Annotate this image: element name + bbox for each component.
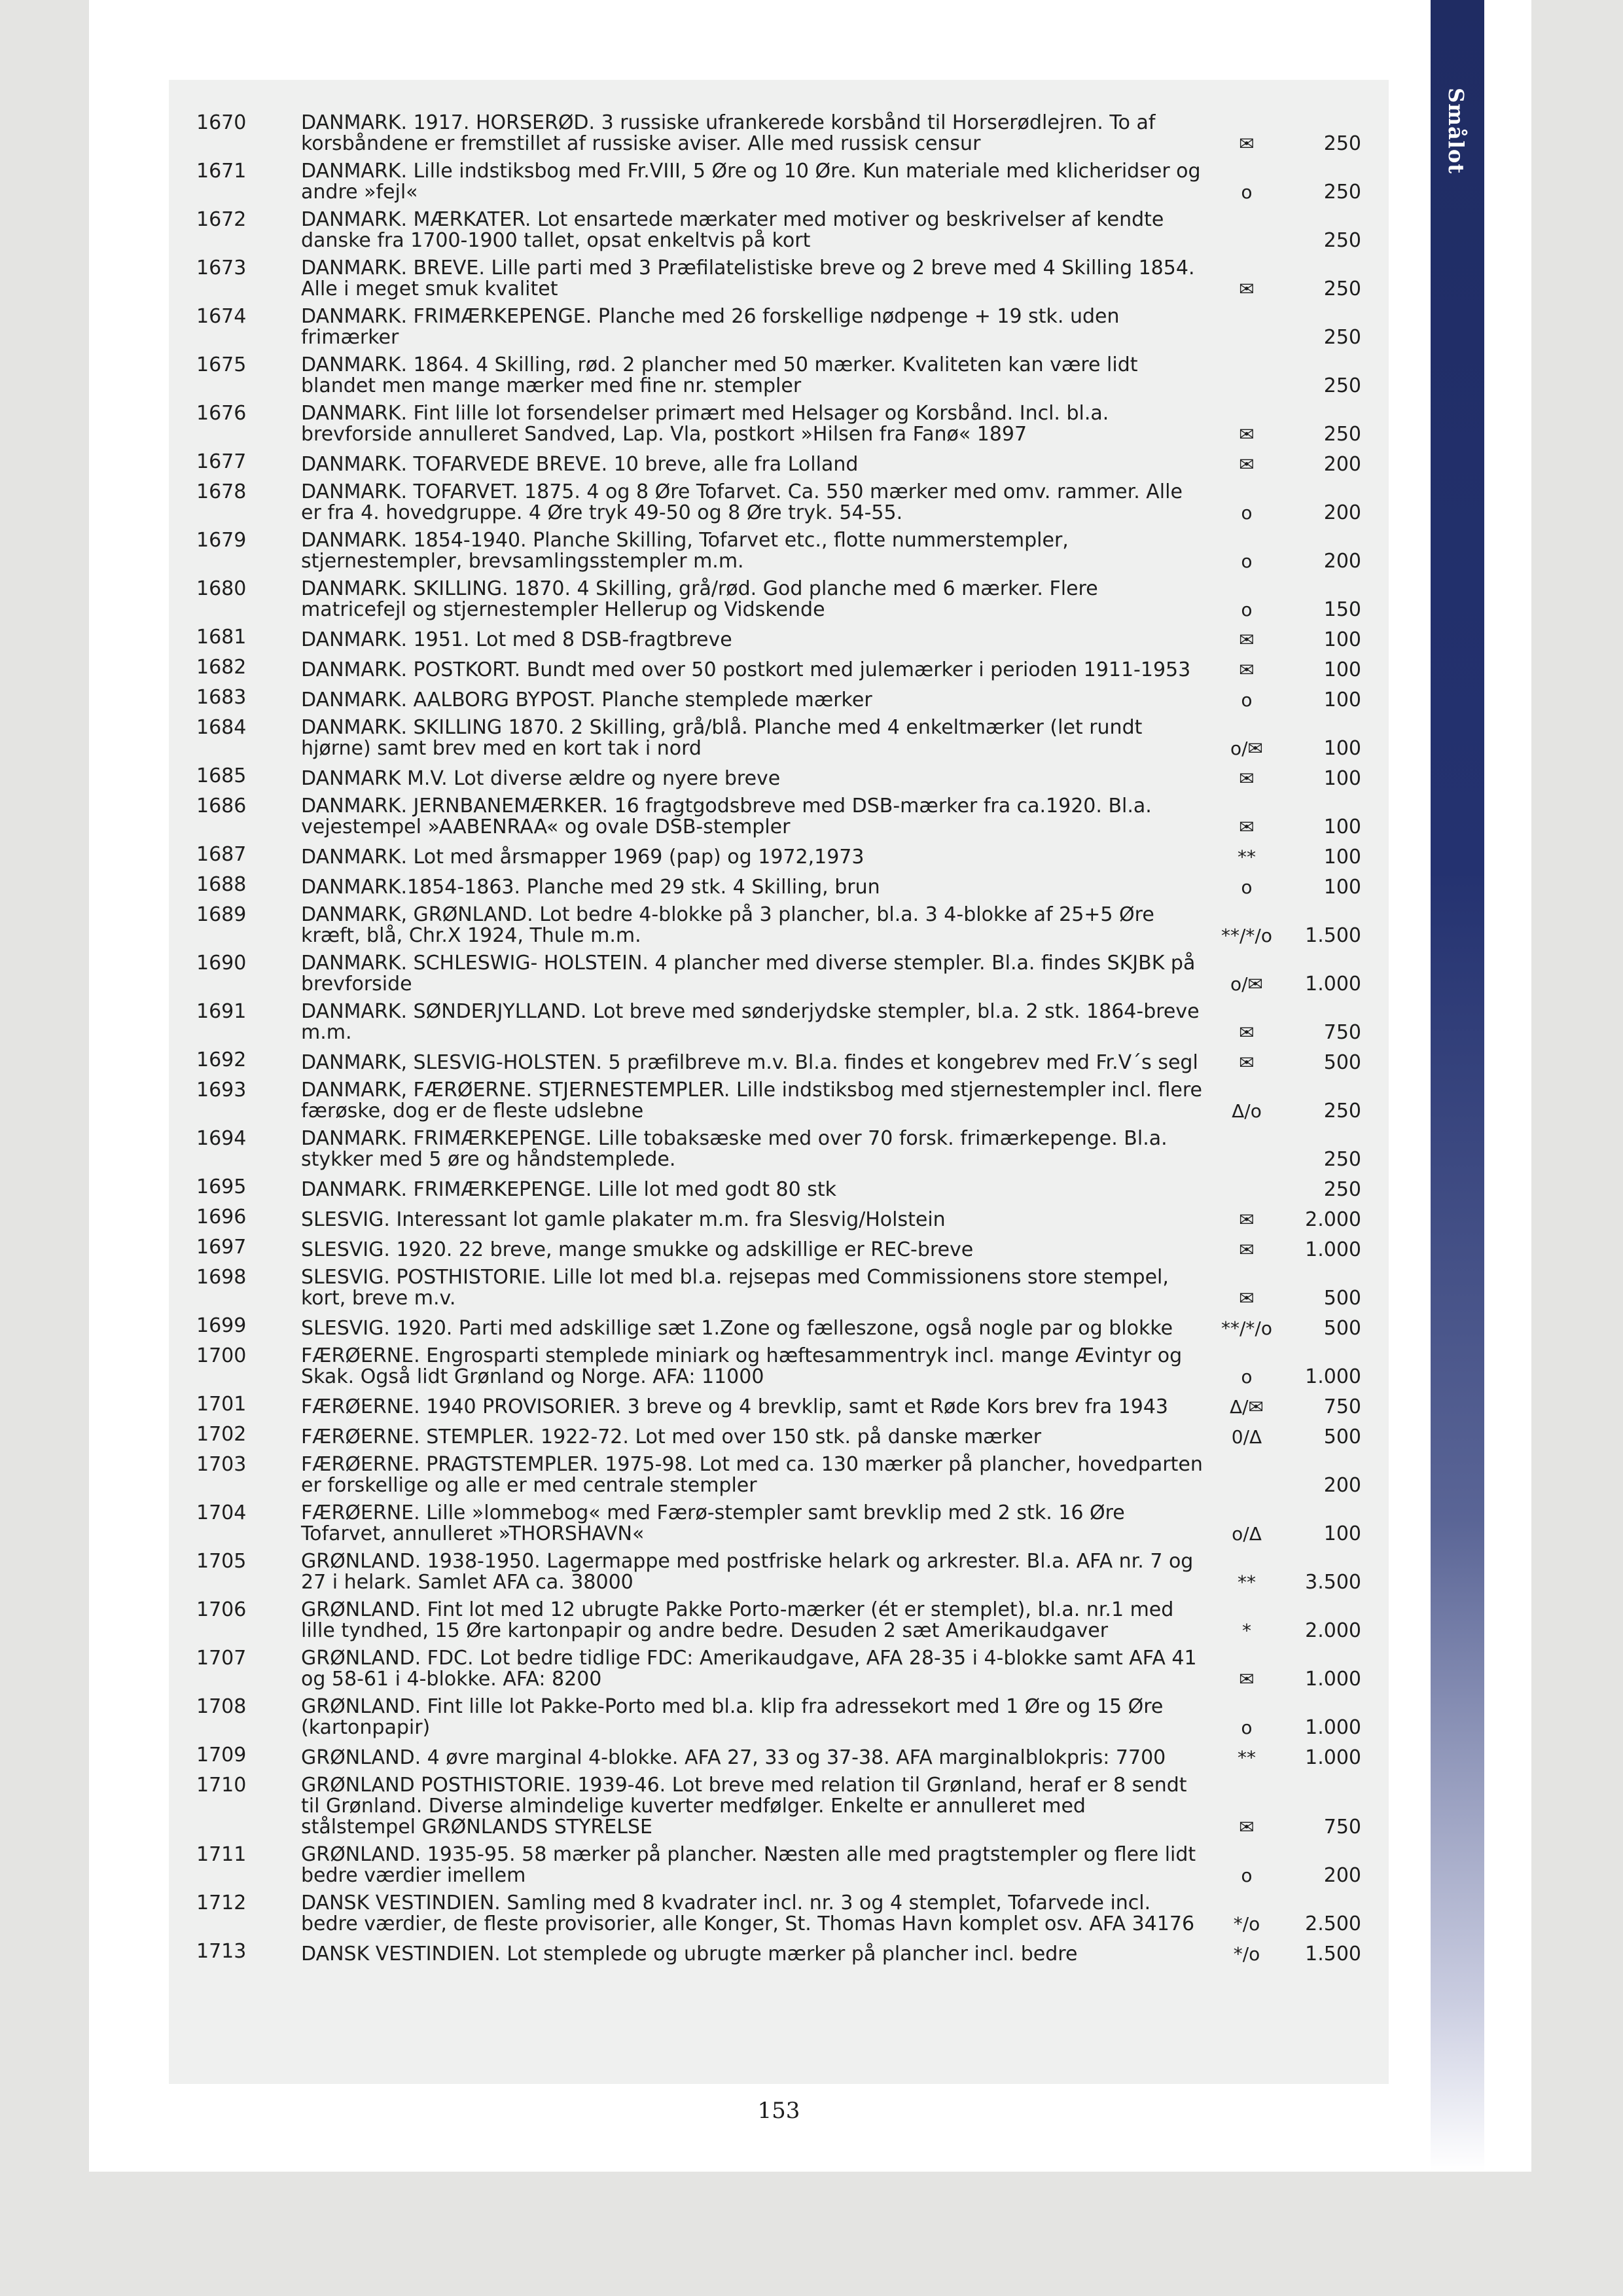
lot-row: [196, 1127, 1387, 1170]
lot-number: 1671: [196, 160, 247, 183]
lot-description: GRØNLAND POSTHISTORIE. 1939-46. Lot breve med relation til Grønland, heraf er 8 sendt til Grønland. Diverse almindelige kuverter medfølger. Enkelte er annulleret med stålstempel GRØNLANDS STYRELSE: [301, 1774, 1187, 1839]
lot-description: GRØNLAND. Fint lille lot Pakke-Porto med bl.a. klip fra adressekort med 1 Øre og 15 Øre (kartonpapir): [301, 1695, 1164, 1739]
lot-number: 1673: [196, 257, 247, 279]
lot-description: DANSK VESTINDIEN. Samling med 8 kvadrater incl. nr. 3 og 4 stemplet, Tofarvede incl. bedre værdier, de fleste provisorier, alle Konger, St. Thomas Havn komplet osv. AFA 34176: [301, 1892, 1195, 1935]
lot-condition: ✉: [1239, 133, 1255, 154]
lot-condition: ✉: [1239, 1816, 1255, 1838]
lot-description: FÆRØERNE. 1940 PROVISORIER. 3 breve og 4 brevklip, samt et Røde Kors brev fra 1943: [301, 1395, 1169, 1418]
lot-price: 250: [1323, 278, 1361, 300]
lot-row: [196, 111, 1387, 154]
lot-number: 1691: [196, 1000, 247, 1023]
lot-row: [196, 1843, 1387, 1886]
lot-price: 500: [1323, 1287, 1361, 1310]
lot-row: [196, 1079, 1387, 1122]
lot-price: 500: [1323, 1426, 1361, 1448]
lot-price: 150: [1323, 598, 1361, 621]
lot-price: 200: [1323, 1474, 1361, 1497]
lot-row: [196, 903, 1387, 946]
lot-row: [196, 1175, 1387, 1200]
lot-price: 100: [1323, 689, 1361, 711]
lot-price: 100: [1323, 658, 1361, 681]
lot-price: 1.000: [1305, 1716, 1361, 1739]
lot-row: [196, 450, 1387, 475]
lot-number: 1685: [196, 764, 247, 787]
lot-number: 1683: [196, 686, 247, 709]
lot-price: 2.000: [1305, 1619, 1361, 1642]
lot-price: 250: [1323, 229, 1361, 252]
lot-row: [196, 1892, 1387, 1935]
lot-row: [196, 402, 1387, 445]
lot-description: SLESVIG. 1920. Parti med adskillige sæt 1.Zone og fælleszone, også nogle par og blokke: [301, 1317, 1173, 1340]
lot-row: [196, 208, 1387, 251]
lot-price: 100: [1323, 628, 1361, 651]
lot-condition: ✉: [1239, 1209, 1255, 1230]
lot-description: GRØNLAND. FDC. Lot bedre tidlige FDC: Amerikaudgave, AFA 28-35 i 4-blokke samt AFA 41 og 58-61 i 4-blokke. AFA: 8200: [301, 1647, 1197, 1691]
lot-price: 200: [1323, 1864, 1361, 1887]
lot-number: 1705: [196, 1550, 247, 1573]
lot-description: DANMARK. SØNDERJYLLAND. Lot breve med sønderjydske stempler, bl.a. 2 stk. 1864-breve m.m.: [301, 1000, 1200, 1044]
lot-description: DANMARK M.V. Lot diverse ældre og nyere breve: [301, 767, 781, 790]
lot-row: [196, 1423, 1387, 1448]
lot-row: [196, 1344, 1387, 1388]
lot-number: 1694: [196, 1127, 247, 1150]
lot-price: 1.000: [1305, 1365, 1361, 1388]
lot-condition: ✉: [1239, 1668, 1255, 1690]
lot-price: 250: [1323, 1178, 1361, 1201]
lot-description: DANMARK. 1864. 4 Skilling, rød. 2 plancher med 50 mærker. Kvaliteten kan være lidt blandet men mange mærker med fine nr. stempler: [301, 353, 1138, 397]
lot-number: 1703: [196, 1453, 247, 1476]
lot-price: 100: [1323, 767, 1361, 790]
lot-condition: ✉: [1239, 659, 1255, 681]
lot-condition: o: [1241, 1717, 1253, 1738]
lot-number: 1686: [196, 795, 247, 817]
lot-number: 1672: [196, 208, 247, 231]
lot-condition: o: [1241, 181, 1253, 203]
lot-description: SLESVIG. POSTHISTORIE. Lille lot med bl.a. rejsepas med Commissionens store stempel, kort, breve m.v.: [301, 1266, 1169, 1310]
lot-description: GRØNLAND. 1935-95. 58 mærker på plancher. Næsten alle med pragtstempler og flere lidt bedre værdier imellem: [301, 1843, 1196, 1887]
lot-description: DANMARK. Fint lille lot forsendelser primært med Helsager og Korsbånd. Incl. bl.a. brevforside annulleret Sandved, Lap. Vla, postkort »Hilsen fra Fanø« 1897: [301, 402, 1109, 446]
lot-row: [196, 1266, 1387, 1309]
lot-description: DANMARK. SCHLESWIG- HOLSTEIN. 4 plancher med diverse stempler. Bl.a. findes SKJBK på brevforside: [301, 952, 1196, 996]
lot-price: 100: [1323, 1522, 1361, 1545]
lot-number: 1708: [196, 1695, 247, 1718]
lot-price: 200: [1323, 453, 1361, 476]
lot-condition: o: [1241, 502, 1253, 524]
lot-price: 1.000: [1305, 1238, 1361, 1261]
lot-condition: **: [1238, 846, 1256, 868]
lot-row: [196, 843, 1387, 868]
lot-condition: o: [1241, 689, 1253, 711]
lot-number: 1704: [196, 1501, 247, 1524]
lot-number: 1678: [196, 480, 247, 503]
lot-row: [196, 952, 1387, 995]
lot-price: 200: [1323, 501, 1361, 524]
lot-description: DANMARK. 1917. HORSERØD. 3 russiske ufrankerede korsbånd til Horserødlejren. To af korsbåndene er fremstillet af russiske aviser. Alle med russisk censur: [301, 111, 1156, 155]
lot-condition: ✉: [1239, 1239, 1255, 1261]
lot-price: 100: [1323, 846, 1361, 869]
lot-row: [196, 160, 1387, 203]
lot-description: DANMARK. BREVE. Lille parti med 3 Præfilatelistiske breve og 2 breve med 4 Skilling 1854. Alle i meget smuk kvalitet: [301, 257, 1195, 300]
lot-price: 200: [1323, 550, 1361, 573]
lot-condition: o/Δ: [1232, 1523, 1262, 1545]
lot-price: 750: [1323, 1395, 1361, 1418]
lot-condition: ✉: [1239, 1022, 1255, 1043]
lot-price: 750: [1323, 1021, 1361, 1044]
lot-price: 2.500: [1305, 1912, 1361, 1935]
lot-price: 250: [1323, 326, 1361, 349]
lot-condition: Δ/✉: [1229, 1396, 1264, 1418]
lot-list: [196, 111, 1387, 1970]
lot-row: [196, 1598, 1387, 1641]
lot-number: 1682: [196, 656, 247, 679]
lot-description: SLESVIG. Interessant lot gamle plakater m.m. fra Slesvig/Holstein: [301, 1208, 946, 1231]
lot-condition: o: [1241, 599, 1253, 620]
lot-price: 250: [1323, 1100, 1361, 1122]
lot-row: [196, 1774, 1387, 1838]
lot-row: [196, 480, 1387, 524]
lot-price: 250: [1323, 374, 1361, 397]
lot-description: DANMARK. POSTKORT. Bundt med over 50 postkort med julemærker i perioden 1911-1953: [301, 658, 1191, 681]
lot-condition: ✉: [1239, 629, 1255, 651]
lot-row: [196, 1000, 1387, 1043]
lot-number: 1710: [196, 1774, 247, 1797]
lot-condition: o: [1241, 876, 1253, 898]
lot-number: 1712: [196, 1892, 247, 1914]
lot-number: 1690: [196, 952, 247, 975]
lot-number: 1675: [196, 353, 247, 376]
lot-description: FÆRØERNE. Lille »lommebog« med Færø-stempler samt brevklip med 2 stk. 16 Øre Tofarvet, annulleret »THORSHAVN«: [301, 1501, 1125, 1545]
lot-number: 1680: [196, 577, 247, 600]
lot-row: [196, 529, 1387, 572]
lot-condition: **: [1238, 1747, 1256, 1768]
lot-number: 1697: [196, 1236, 247, 1259]
lot-price: 100: [1323, 876, 1361, 899]
lot-description: DANMARK. MÆRKATER. Lot ensartede mærkater med motiver og beskrivelser af kendte danske fra 1700-1900 tallet, opsat enkeltvis på kort: [301, 208, 1164, 252]
lot-row: [196, 1049, 1387, 1073]
lot-row: [196, 1744, 1387, 1768]
lot-number: 1676: [196, 402, 247, 425]
lot-condition: ✉: [1239, 278, 1255, 300]
lot-row: [196, 656, 1387, 681]
lot-row: [196, 1940, 1387, 1965]
lot-row: [196, 764, 1387, 789]
lot-description: FÆRØERNE. STEMPLER. 1922-72. Lot med over 150 stk. på danske mærker: [301, 1426, 1042, 1448]
lot-description: DANMARK. SKILLING. 1870. 4 Skilling, grå/rød. God planche med 6 mærker. Flere matricefejl og stjernestempler Hellerup og Vidskende: [301, 577, 1098, 621]
lot-description: DANMARK, GRØNLAND. Lot bedre 4-blokke på 3 plancher, bl.a. 3 4-blokke af 25+5 Øre kræft, blå, Chr.X 1924, Thule m.m.: [301, 903, 1154, 947]
lot-description: DANMARK. TOFARVEDE BREVE. 10 breve, alle fra Lolland: [301, 453, 859, 476]
lot-number: 1693: [196, 1079, 247, 1102]
lot-number: 1677: [196, 450, 247, 473]
lot-price: 3.500: [1305, 1571, 1361, 1594]
lot-description: DANSK VESTINDIEN. Lot stemplede og ubrugte mærker på plancher incl. bedre: [301, 1943, 1078, 1965]
lot-description: DANMARK, SLESVIG-HOLSTEN. 5 præfilbreve m.v. Bl.a. findes et kongebrev med Fr.V´s segl: [301, 1051, 1198, 1074]
lot-price: 2.000: [1305, 1208, 1361, 1231]
lot-condition: ✉: [1239, 768, 1255, 789]
lot-number: 1696: [196, 1206, 247, 1229]
lot-price: 1.000: [1305, 973, 1361, 996]
lot-number: 1700: [196, 1344, 247, 1367]
lot-condition: *: [1242, 1620, 1251, 1641]
lot-number: 1711: [196, 1843, 247, 1866]
lot-row: [196, 1236, 1387, 1261]
lot-number: 1687: [196, 843, 247, 866]
lot-condition: **/*/o: [1221, 1318, 1272, 1339]
lot-condition: Δ/o: [1232, 1100, 1262, 1122]
lot-description: DANMARK, FÆRØERNE. STJERNESTEMPLER. Lille indstiksbog med stjernestempler incl. flere færøske, dog er de fleste udslebne: [301, 1079, 1203, 1122]
lot-row: [196, 626, 1387, 651]
lot-row: [196, 716, 1387, 759]
lot-number: 1699: [196, 1314, 247, 1337]
lot-condition: ✉: [1239, 423, 1255, 445]
lot-description: DANMARK. FRIMÆRKEPENGE. Planche med 26 forskellige nødpenge + 19 stk. uden frimærker: [301, 305, 1120, 349]
lot-number: 1681: [196, 626, 247, 649]
lot-description: DANMARK. 1854-1940. Planche Skilling, Tofarvet etc., flotte nummerstempler, stjernestempler, brevsamlingsstempler m.m.: [301, 529, 1069, 573]
lot-number: 1670: [196, 111, 247, 134]
lot-row: [196, 1647, 1387, 1690]
lot-description: GRØNLAND. 4 øvre marginal 4-blokke. AFA 27, 33 og 37-38. AFA marginalblokpris: 7700: [301, 1746, 1166, 1769]
lot-price: 250: [1323, 1148, 1361, 1171]
lot-number: 1695: [196, 1175, 247, 1198]
lot-description: FÆRØERNE. Engrosparti stemplede miniark og hæftesammentryk incl. mange Ævintyr og Skak. Også lidt Grønland og Norge. AFA: 11000: [301, 1344, 1183, 1388]
lot-condition: o: [1241, 1865, 1253, 1886]
lot-number: 1701: [196, 1393, 247, 1416]
lot-number: 1709: [196, 1744, 247, 1767]
lot-price: 1.500: [1305, 1943, 1361, 1965]
lot-price: 250: [1323, 423, 1361, 446]
lot-price: 100: [1323, 816, 1361, 838]
lot-description: GRØNLAND. 1938-1950. Lagermappe med postfriske helark og arkrester. Bl.a. AFA nr. 7 og 27 i helark. Samlet AFA ca. 38000: [301, 1550, 1194, 1594]
lot-condition: */o: [1233, 1943, 1260, 1965]
lot-condition: o/✉: [1230, 973, 1264, 995]
lot-condition: ✉: [1239, 1052, 1255, 1073]
lot-condition: */o: [1233, 1913, 1260, 1935]
lot-price: 250: [1323, 181, 1361, 204]
lot-description: DANMARK. TOFARVET. 1875. 4 og 8 Øre Tofarvet. Ca. 550 mærker med omv. rammer. Alle er fra 4. hovedgruppe. 4 Øre tryk 49-50 og 8 Øre tryk. 54-55.: [301, 480, 1183, 524]
lot-description: DANMARK. FRIMÆRKEPENGE. Lille lot med godt 80 stk: [301, 1178, 836, 1201]
lot-condition: ✉: [1239, 454, 1255, 475]
lot-number: 1684: [196, 716, 247, 739]
lot-price: 100: [1323, 737, 1361, 760]
lot-description: DANMARK. Lille indstiksbog med Fr.VIII, 5 Øre og 10 Øre. Kun materiale med klicheridser og andre »fejl«: [301, 160, 1201, 204]
lot-row: [196, 257, 1387, 300]
lot-number: 1706: [196, 1598, 247, 1621]
lot-number: 1707: [196, 1647, 247, 1670]
lot-description: SLESVIG. 1920. 22 breve, mange smukke og adskillige er REC-breve: [301, 1238, 974, 1261]
lot-number: 1698: [196, 1266, 247, 1289]
lot-number: 1689: [196, 903, 247, 926]
lot-price: 500: [1323, 1317, 1361, 1340]
lot-condition: ✉: [1239, 1287, 1255, 1309]
lot-condition: **/*/o: [1221, 925, 1272, 946]
lot-row: [196, 1393, 1387, 1418]
lot-condition: o/✉: [1230, 738, 1264, 759]
lot-row: [196, 577, 1387, 620]
lot-condition: **: [1238, 1571, 1256, 1593]
lot-price: 750: [1323, 1816, 1361, 1839]
lot-row: [196, 873, 1387, 898]
lot-row: [196, 1550, 1387, 1593]
lot-number: 1679: [196, 529, 247, 552]
lot-number: 1688: [196, 873, 247, 896]
lot-price: 250: [1323, 132, 1361, 155]
lot-number: 1713: [196, 1940, 247, 1963]
lot-price: 1.000: [1305, 1746, 1361, 1769]
lot-row: [196, 1314, 1387, 1339]
page-number: 153: [757, 2098, 800, 2124]
lot-row: [196, 305, 1387, 348]
lot-description: GRØNLAND. Fint lot med 12 ubrugte Pakke Porto-mærker (ét er stemplet), bl.a. nr.1 med lille tyndhed, 15 Øre kartonpapir og andre bedre. Desuden 2 sæt Amerikaudgaver: [301, 1598, 1174, 1642]
lot-row: [196, 353, 1387, 397]
lot-price: 1.500: [1305, 924, 1361, 947]
lot-condition: 0/Δ: [1231, 1426, 1262, 1448]
lot-description: DANMARK. AALBORG BYPOST. Planche stemplede mærker: [301, 689, 872, 711]
lot-description: FÆRØERNE. PRAGTSTEMPLER. 1975-98. Lot med ca. 130 mærker på plancher, hovedparten er forskellige og alle er med centrale stempler: [301, 1453, 1203, 1497]
lot-row: [196, 686, 1387, 711]
section-tab-label: Smålot: [1444, 88, 1469, 174]
lot-row: [196, 795, 1387, 838]
lot-description: DANMARK. Lot med årsmapper 1969 (pap) og 1972,1973: [301, 846, 865, 869]
lot-row: [196, 1453, 1387, 1496]
lot-condition: o: [1241, 1366, 1253, 1388]
lot-row: [196, 1206, 1387, 1230]
lot-number: 1674: [196, 305, 247, 328]
lot-row: [196, 1501, 1387, 1545]
lot-condition: o: [1241, 550, 1253, 572]
lot-price: 500: [1323, 1051, 1361, 1074]
lot-description: DANMARK. FRIMÆRKEPENGE. Lille tobaksæske med over 70 forsk. frimærkepenge. Bl.a. stykker med 5 øre og håndstemplede.: [301, 1127, 1168, 1171]
lot-number: 1692: [196, 1049, 247, 1071]
lot-number: 1702: [196, 1423, 247, 1446]
lot-description: DANMARK. JERNBANEMÆRKER. 16 fragtgodsbreve med DSB-mærker fra ca.1920. Bl.a. vejestempel »AABENRAA« og ovale DSB-stempler: [301, 795, 1152, 838]
lot-description: DANMARK. SKILLING 1870. 2 Skilling, grå/blå. Planche med 4 enkeltmærker (let rundt hjørne) samt brev med en kort tak i nord: [301, 716, 1143, 760]
lot-description: DANMARK.1854-1863. Planche med 29 stk. 4 Skilling, brun: [301, 876, 880, 899]
lot-price: 1.000: [1305, 1668, 1361, 1691]
section-tab: [1431, 0, 1484, 2172]
lot-description: DANMARK. 1951. Lot med 8 DSB-fragtbreve: [301, 628, 732, 651]
lot-row: [196, 1695, 1387, 1738]
lot-condition: ✉: [1239, 816, 1255, 838]
